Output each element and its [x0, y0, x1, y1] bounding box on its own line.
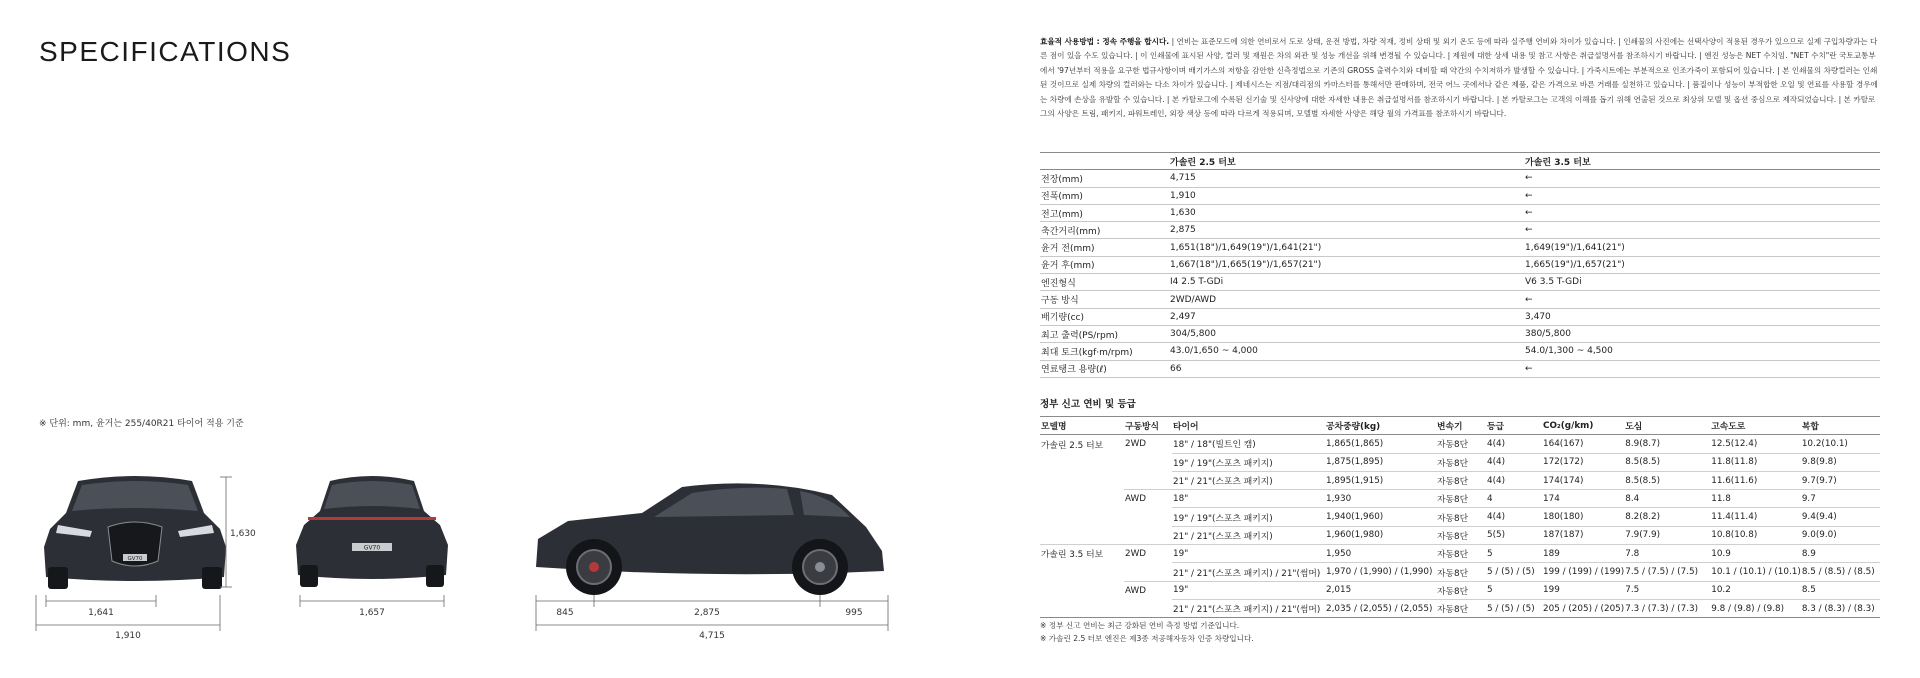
spec-value: 1,630 [1169, 204, 1524, 221]
page-title: SPECIFICATIONS [39, 36, 292, 67]
fuel-cell: 11.4(11.4) [1710, 508, 1801, 526]
fuel-cell: 199 / (199) / (199) [1542, 563, 1624, 581]
dim-rear-overhang: 995 [845, 608, 863, 618]
spec-value: 1,651(18")/1,649(19")/1,641(21") [1169, 239, 1524, 256]
spec-value: ← [1524, 187, 1880, 204]
spec-table-body [1040, 170, 1880, 378]
spec-value: 3,470 [1524, 308, 1880, 325]
fuel-cell: 2,035 / (2,055) / (2,055) [1325, 599, 1436, 617]
spec-row [1040, 343, 1880, 360]
fuel-cell: 4(4) [1486, 435, 1542, 453]
fuel-cell [1124, 563, 1172, 581]
fuel-cell [1124, 453, 1172, 471]
spec-value: 1,649(19")/1,641(21") [1524, 239, 1880, 256]
fuel-cell: 1,930 [1325, 490, 1436, 508]
fuel-cell: 174 [1542, 490, 1624, 508]
fuel-cell: AWD [1125, 585, 1147, 596]
spec-value: 2,875 [1169, 222, 1524, 239]
fuel-cell: 180(180) [1542, 508, 1624, 526]
fuel-header-cell: 등급 [1486, 417, 1542, 435]
fuel-cell: 8.5(8.5) [1624, 471, 1710, 489]
spec-value: ← [1524, 204, 1880, 221]
fuel-cell: 21" / 21"(스포츠 패키지) / 21"(썸머) [1172, 599, 1325, 617]
spec-header-row [1040, 153, 1880, 170]
fuel-cell [1040, 508, 1124, 526]
fuel-cell: 7.5 [1624, 581, 1710, 599]
fuel-cell [1124, 508, 1172, 526]
fuel-cell: 5 / (5) / (5) [1486, 563, 1542, 581]
unit-note: ※ 단위: mm, 윤거는 255/40R21 타이어 적용 기준 [39, 419, 244, 429]
fuel-cell: 19" / 19"(스포츠 패키지) [1172, 508, 1325, 526]
spec-row [1040, 222, 1880, 239]
car-side-body [536, 483, 884, 595]
fuel-cell: 199 [1542, 581, 1624, 599]
spec-row [1040, 274, 1880, 291]
fuel-header-row [1040, 417, 1880, 435]
fuel-cell: 8.9 [1801, 545, 1880, 563]
fuel-cell: 자동8단 [1436, 508, 1486, 526]
footnote-item: ※ 정부 신고 연비는 최근 강화된 연비 측정 방법 기준입니다. [1040, 621, 1240, 630]
fuel-cell: 5 [1486, 581, 1542, 599]
spec-header-35turbo: 가솔린 3.5 터보 [1524, 153, 1880, 170]
fuel-header-cell: CO₂(g/km) [1542, 417, 1624, 435]
fuel-cell: 9.8 / (9.8) / (9.8) [1710, 599, 1801, 617]
fuel-cell [1040, 581, 1124, 599]
fuel-row [1040, 490, 1880, 508]
fuel-row [1040, 545, 1880, 563]
fuel-cell: 21" / 21"(스포츠 패키지) [1172, 526, 1325, 544]
fuel-cell: 10.9 [1710, 545, 1801, 563]
fuel-row [1040, 453, 1880, 471]
fuel-cell: 18" / 18"(빌트인 캠) [1172, 435, 1325, 453]
fuel-cell: 8.5 / (8.5) / (8.5) [1801, 563, 1880, 581]
fuel-cell: 12.5(12.4) [1710, 435, 1801, 453]
fuel-cell: 5 [1486, 545, 1542, 563]
spec-label: 연료탱크 용량(ℓ) [1040, 360, 1169, 377]
fuel-row [1040, 471, 1880, 489]
usage-notice-body: | 연비는 표준모드에 의한 연비로서 도로 상태, 운전 방법, 차량 적재, 정비 상태 및 외기 온도 등에 따라 실주행 연비와 차이가 있습니다. | 인쇄물의 사진에는 선택사양이 적용된 경우가 있으므로 실제 구입차량과는 다른 점이 있을 수도 있습니다. | 이 인쇄물에 표시된 사양, 컬러 및 재원은 차의 외관 및 성능 개선을 위해 변경될 수 있습니다. | 제원에 대한 상세 내용 및 참고 사항은 취급설명서를 참조하시기 바랍니다. | 엔진 성능은 NET 수치임. "NET 수치"란 국토교통부에서 '97년부터 적용을 요구한 법규사항이며 배기가스의 저항을 감안한 신측정법으로 기존의 GROSS 출력수치와 대비할 때 약간의 수치저하가 발생할 수 있습니다. | 가죽시트에는 부분적으로 인조가죽이 포함되어 있습니다. | 본 인쇄물의 차량컬러는 인쇄된 것이므로 실제 차량의 컬러와는 다소 차이가 있습니다. | 제네시스는 지점/대리점의 카마스터를 통해서만 판매하며, 전국 어느 곳에서나 같은 제품, 같은 가격으로 바른 거래를 실천하고 있습니다. | 품질이나 성능이 부적합한 오일 및 연료를 사용할 경우에는 차량에 손상을 유발할 수 있습니다. | 본 카탈로그에 수록된 신기술 및 신사양에 대한 자세한 내용은 취급설명서를 참조하시기 바랍니다. | 본 카탈로그는 고객의 이해를 돕기 위해 연출된 것으로 최상위 모델 및 옵션 중심으로 제작되었습니다. | 본 카탈로그의 사양은 트림, 패키지, 파워트레인, 외장 색상 등에 따라 다르게 적용되며, 모델별 자세한 사양은 해당 월의 가격표를 참조하시기 바랍니다. [1040, 37, 1878, 119]
fuel-cell [1040, 490, 1124, 508]
fuel-cell: 19" [1172, 545, 1325, 563]
spec-value: 4,715 [1169, 170, 1524, 187]
spec-label: 엔진형식 [1040, 274, 1169, 291]
spec-value: ← [1524, 291, 1880, 308]
fuel-cell: 11.8 [1710, 490, 1801, 508]
fuel-economy-table [1040, 416, 1880, 618]
fuel-cell: 5 / (5) / (5) [1486, 599, 1542, 617]
fuel-cell [1124, 599, 1172, 617]
fuel-cell: 9.7 [1801, 490, 1880, 508]
spec-value: I4 2.5 T-GDi [1169, 274, 1524, 291]
spec-row [1040, 256, 1880, 273]
spec-row [1040, 239, 1880, 256]
fuel-cell: 9.8(9.8) [1801, 453, 1880, 471]
spec-value: ← [1524, 170, 1880, 187]
fuel-cell: 9.0(9.0) [1801, 526, 1880, 544]
spec-value: 66 [1169, 360, 1524, 377]
fuel-cell: 자동8단 [1436, 490, 1486, 508]
front-badge: GV70 [127, 556, 143, 562]
fuel-table-body [1040, 435, 1880, 618]
fuel-cell [1124, 471, 1172, 489]
fuel-cell [1040, 526, 1124, 544]
spec-value: V6 3.5 T-GDi [1524, 274, 1880, 291]
fuel-cell: 7.5 / (7.5) / (7.5) [1624, 563, 1710, 581]
fuel-cell: 자동8단 [1436, 563, 1486, 581]
fuel-cell: 11.8(11.8) [1710, 453, 1801, 471]
fuel-cell: 21" / 21"(스포츠 패키지) / 21"(썸머) [1172, 563, 1325, 581]
dim-height: 1,630 [230, 529, 256, 539]
fuel-cell: 8.4 [1624, 490, 1710, 508]
fuel-cell: 1,950 [1325, 545, 1436, 563]
fuel-cell: 21" / 21"(스포츠 패키지) [1172, 471, 1325, 489]
fuel-cell: 19" [1172, 581, 1325, 599]
fuel-cell: 8.9(8.7) [1624, 435, 1710, 453]
spec-value: 2,497 [1169, 308, 1524, 325]
fuel-row [1040, 508, 1880, 526]
fuel-cell: 1,960(1,980) [1325, 526, 1436, 544]
dim-wheelbase: 2,875 [694, 608, 720, 618]
fuel-cell: 174(174) [1542, 471, 1624, 489]
dim-overall-width: 1,910 [115, 631, 141, 641]
spec-label: 축간거리(mm) [1040, 222, 1169, 239]
car-front-body [44, 476, 226, 589]
dim-front-overhang: 845 [556, 608, 574, 618]
fuel-cell: 2WD [1125, 439, 1147, 450]
fuel-cell: 1,875(1,895) [1325, 453, 1436, 471]
spec-header-item [1040, 153, 1169, 170]
fuel-cell: 자동8단 [1436, 599, 1486, 617]
spec-value: ← [1524, 222, 1880, 239]
spec-label: 윤거 후(mm) [1040, 256, 1169, 273]
spec-value: 54.0/1,300 ~ 4,500 [1524, 343, 1880, 360]
fuel-cell: 1,895(1,915) [1325, 471, 1436, 489]
footnotes [1040, 619, 1254, 645]
fuel-row [1040, 599, 1880, 617]
fuel-cell: 10.8(10.8) [1710, 526, 1801, 544]
spec-row [1040, 187, 1880, 204]
fuel-row [1040, 581, 1880, 599]
fuel-cell: 10.2(10.1) [1801, 435, 1880, 453]
dim-front-width: 1,641 [88, 608, 114, 618]
fuel-cell: 7.9(7.9) [1624, 526, 1710, 544]
fuel-cell: 11.6(11.6) [1710, 471, 1801, 489]
rear-badge: GV70 [363, 544, 381, 552]
fuel-cell: 10.2 [1710, 581, 1801, 599]
fuel-cell [1124, 526, 1172, 544]
spec-value: ← [1524, 360, 1880, 377]
fuel-cell: 8.3 / (8.3) / (8.3) [1801, 599, 1880, 617]
spec-label: 구동 방식 [1040, 291, 1169, 308]
usage-notice-heading: 효율적 사용방법 : 정속 주행을 합시다. [1040, 37, 1170, 46]
fuel-cell: 1,865(1,865) [1325, 435, 1436, 453]
fuel-cell: 2,015 [1325, 581, 1436, 599]
car-side-view [532, 455, 892, 645]
fuel-cell: 9.4(9.4) [1801, 508, 1880, 526]
fuel-cell: 8.2(8.2) [1624, 508, 1710, 526]
fuel-cell: 1,940(1,960) [1325, 508, 1436, 526]
spec-value: 304/5,800 [1169, 325, 1524, 342]
fuel-cell: 4(4) [1486, 453, 1542, 471]
fuel-header-cell: 구동방식 [1124, 417, 1172, 435]
fuel-cell: 자동8단 [1436, 435, 1486, 453]
spec-label: 최대 토크(kgf·m/rpm) [1040, 343, 1169, 360]
spec-value: 43.0/1,650 ~ 4,000 [1169, 343, 1524, 360]
car-front-view [30, 455, 256, 645]
spec-row [1040, 291, 1880, 308]
fuel-cell: 7.8 [1624, 545, 1710, 563]
fuel-cell: 4 [1486, 490, 1542, 508]
usage-notice [1040, 35, 1880, 121]
fuel-cell: 자동8단 [1436, 471, 1486, 489]
fuel-cell: 10.1 / (10.1) / (10.1) [1710, 563, 1801, 581]
fuel-cell: 8.5 [1801, 581, 1880, 599]
spec-value: 380/5,800 [1524, 325, 1880, 342]
spec-row [1040, 325, 1880, 342]
fuel-cell: 189 [1542, 545, 1624, 563]
spec-label: 전고(mm) [1040, 204, 1169, 221]
fuel-cell: 4(4) [1486, 508, 1542, 526]
spec-row [1040, 308, 1880, 325]
fuel-economy-title: 정부 신고 연비 및 등급 [1040, 399, 1136, 410]
fuel-cell: 18" [1172, 490, 1325, 508]
spec-label: 윤거 전(mm) [1040, 239, 1169, 256]
fuel-cell [1040, 599, 1124, 617]
fuel-header-cell: 타이어 [1172, 417, 1325, 435]
fuel-header-cell: 도심 [1624, 417, 1710, 435]
fuel-row [1040, 435, 1880, 453]
fuel-cell: 2WD [1125, 548, 1147, 559]
fuel-cell: 9.7(9.7) [1801, 471, 1880, 489]
spec-row [1040, 170, 1880, 187]
spec-label: 배기량(cc) [1040, 308, 1169, 325]
fuel-cell: 5(5) [1486, 526, 1542, 544]
fuel-cell: 가솔린 3.5 터보 [1041, 550, 1104, 561]
fuel-header-cell: 공차중량(kg) [1325, 417, 1436, 435]
fuel-header-cell: 복합 [1801, 417, 1880, 435]
fuel-cell: 187(187) [1542, 526, 1624, 544]
dim-rear-width: 1,657 [359, 608, 385, 618]
footnote-item: ※ 가솔린 2.5 터보 엔진은 제3종 저공해자동차 인증 차량입니다. [1040, 634, 1254, 643]
fuel-cell: 19" / 19"(스포츠 패키지) [1172, 453, 1325, 471]
spec-row [1040, 204, 1880, 221]
fuel-cell [1040, 453, 1124, 471]
spec-value: 1,665(19")/1,657(21") [1524, 256, 1880, 273]
fuel-cell: 자동8단 [1436, 581, 1486, 599]
rear-dimension-lines [300, 595, 444, 607]
fuel-cell: 7.3 / (7.3) / (7.3) [1624, 599, 1710, 617]
spec-value: 2WD/AWD [1169, 291, 1524, 308]
spec-table [1040, 152, 1880, 378]
fuel-cell [1040, 471, 1124, 489]
fuel-cell: 자동8단 [1436, 453, 1486, 471]
car-rear-view [290, 455, 460, 625]
car-rear-body [296, 476, 448, 587]
spec-label: 전폭(mm) [1040, 187, 1169, 204]
spec-row [1040, 360, 1880, 377]
fuel-cell: 164(167) [1542, 435, 1624, 453]
fuel-cell: 자동8단 [1436, 526, 1486, 544]
spec-label: 전장(mm) [1040, 170, 1169, 187]
fuel-header-cell: 모델명 [1040, 417, 1124, 435]
fuel-row [1040, 563, 1880, 581]
fuel-row [1040, 526, 1880, 544]
fuel-cell [1040, 563, 1124, 581]
fuel-cell: 172(172) [1542, 453, 1624, 471]
fuel-cell: 205 / (205) / (205) [1542, 599, 1624, 617]
fuel-header-cell: 고속도로 [1710, 417, 1801, 435]
fuel-cell: 1,970 / (1,990) / (1,990) [1325, 563, 1436, 581]
spec-label: 최고 출력(PS/rpm) [1040, 325, 1169, 342]
spec-value: 1,667(18")/1,665(19")/1,657(21") [1169, 256, 1524, 273]
dim-overall-length: 4,715 [699, 631, 725, 641]
spec-header-25turbo: 가솔린 2.5 터보 [1169, 153, 1524, 170]
fuel-cell: AWD [1125, 494, 1147, 505]
fuel-cell: 8.5(8.5) [1624, 453, 1710, 471]
fuel-cell: 가솔린 2.5 터보 [1041, 440, 1104, 451]
fuel-header-cell: 변속기 [1436, 417, 1486, 435]
fuel-cell: 자동8단 [1436, 545, 1486, 563]
spec-value: 1,910 [1169, 187, 1524, 204]
fuel-cell: 4(4) [1486, 471, 1542, 489]
